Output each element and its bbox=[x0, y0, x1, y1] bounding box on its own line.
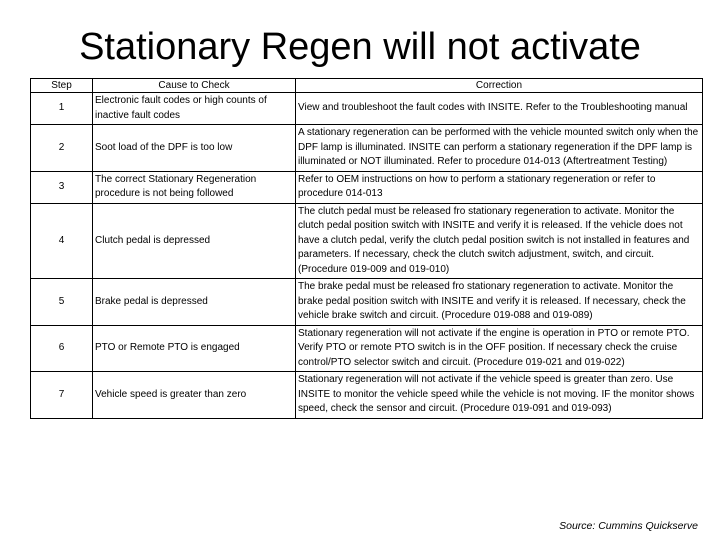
cause-cell: PTO or Remote PTO is engaged bbox=[93, 325, 296, 372]
step-number: 5 bbox=[31, 279, 93, 326]
troubleshooting-table bbox=[30, 78, 703, 419]
step-number: 2 bbox=[31, 125, 93, 172]
cause-cell: Brake pedal is depressed bbox=[93, 279, 296, 326]
header-cause: Cause to Check bbox=[93, 79, 296, 93]
table-row bbox=[31, 93, 703, 125]
correction-cell: The brake pedal must be released fro stationary regeneration to activate. Monitor the brake pedal position switch with INSITE and verify it is released. If necessary, check the vehicle brake switch and circuit. (Procedure 019-088 and 019-089) bbox=[296, 279, 703, 326]
page-title: Stationary Regen will not activate bbox=[79, 26, 641, 68]
step-number: 3 bbox=[31, 171, 93, 203]
correction-cell: View and troubleshoot the fault codes with INSITE. Refer to the Troubleshooting manual bbox=[296, 93, 703, 125]
cause-cell: Clutch pedal is depressed bbox=[93, 203, 296, 279]
step-number: 7 bbox=[31, 372, 93, 419]
cause-cell: The correct Stationary Regeneration procedure is not being followed bbox=[93, 171, 296, 203]
table-header-row bbox=[31, 79, 703, 93]
correction-cell: Stationary regeneration will not activate if the engine is operation in PTO or remote PTO. Verify PTO or remote PTO switch is in the OFF position. If necessary check the cruise control/PTO selector switch and circuit. (Procedure 019-021 and 019-022) bbox=[296, 325, 703, 372]
table-row bbox=[31, 372, 703, 419]
correction-cell: Stationary regeneration will not activate if the vehicle speed is greater than zero. Use INSITE to monitor the vehicle speed while the vehicle is not moving. IF the monitor shows speed, check the sensor and circuit. (Procedure 019-091 and 019-093) bbox=[296, 372, 703, 419]
table-row bbox=[31, 125, 703, 172]
header-step: Step bbox=[31, 79, 93, 93]
step-number: 4 bbox=[31, 203, 93, 279]
source-caption: Source: Cummins Quickserve bbox=[559, 520, 698, 532]
table-row bbox=[31, 171, 703, 203]
table-row bbox=[31, 203, 703, 279]
cause-cell: Electronic fault codes or high counts of inactive fault codes bbox=[93, 93, 296, 125]
cause-cell: Soot load of the DPF is too low bbox=[93, 125, 296, 172]
table-row bbox=[31, 279, 703, 326]
correction-cell: Refer to OEM instructions on how to perform a stationary regeneration or refer to procedure 014-013 bbox=[296, 171, 703, 203]
table-row bbox=[31, 325, 703, 372]
correction-cell: A stationary regeneration can be performed with the vehicle mounted switch only when the DPF lamp is illuminated. INSITE can perform a stationary regeneration if the DPF lamp is illuminated or NOT illuminated. Refer to procedure 014-013 (Aftertreatment Testing) bbox=[296, 125, 703, 172]
cause-cell: Vehicle speed is greater than zero bbox=[93, 372, 296, 419]
step-number: 1 bbox=[31, 93, 93, 125]
header-correction: Correction bbox=[296, 79, 703, 93]
correction-cell: The clutch pedal must be released fro stationary regeneration to activate. Monitor the clutch pedal position switch with INSITE and verify it is released. If the vehicle does not have a clutch pedal, verify the clutch pedal position switch is not installed in features and parameters. If necessary, check the clutch switch adjustment, switch, and circuit. (Procedure 019-009 and 019-010) bbox=[296, 203, 703, 279]
step-number: 6 bbox=[31, 325, 93, 372]
